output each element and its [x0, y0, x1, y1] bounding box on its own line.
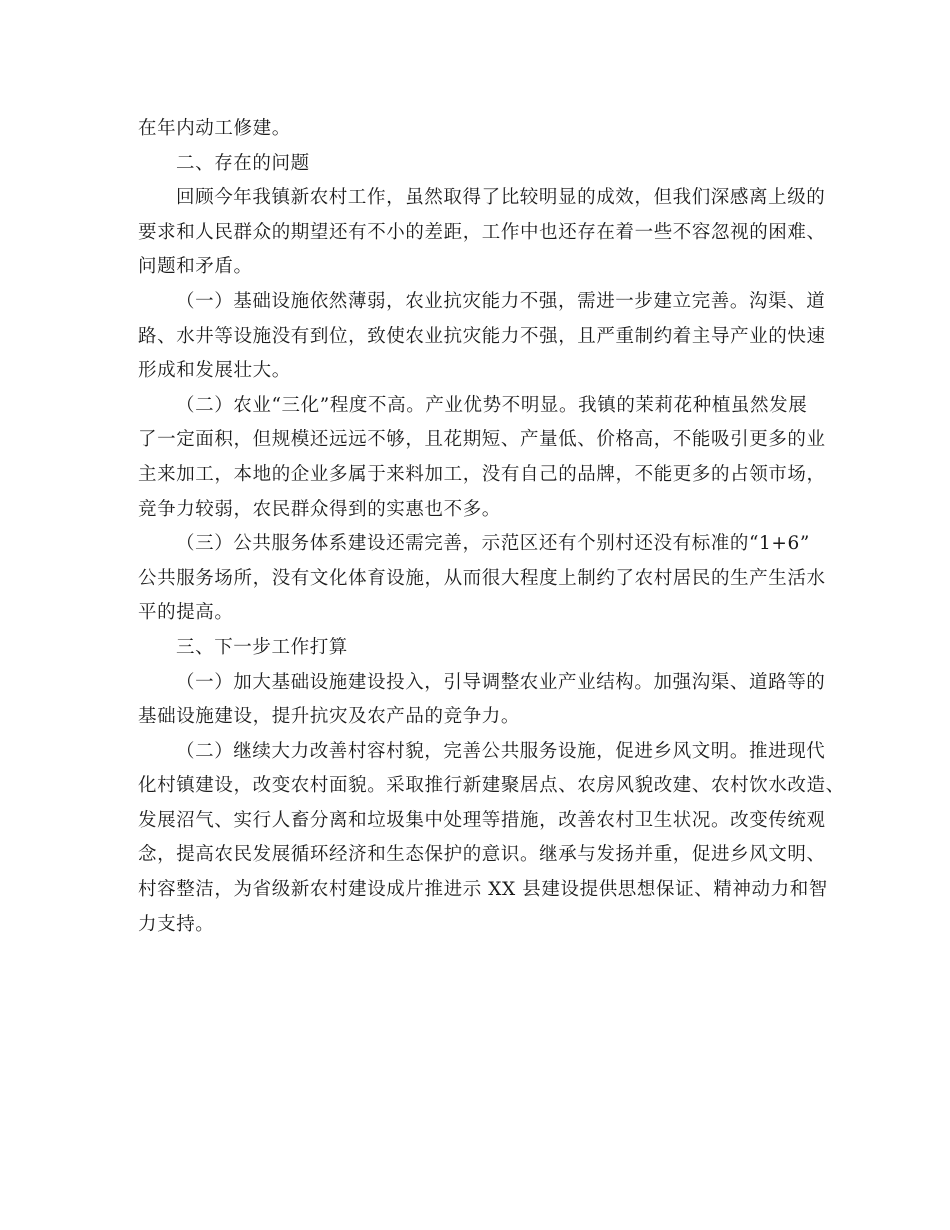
- text-line: 形成和发展壮大。: [138, 360, 291, 382]
- text-line: （一）基础设施依然薄弱，农业抗灾能力不强，需进一步建立完善。沟渠、道: [176, 290, 826, 312]
- text-line: （一）加大基础设施建设投入，引导调整农业产业结构。加强沟渠、道路等的: [176, 671, 826, 693]
- text-line: 化村镇建设，改变农村面貌。采取推行新建聚居点、农房风貌改建、农村饮水改造、: [138, 775, 845, 797]
- text-line: 村容整洁，为省级新农村建设成片推进示 XX 县建设提供思想保证、精神动力和智: [138, 879, 828, 901]
- text-line: 了一定面积，但规模还远远不够，且花期短、产量低、价格高，不能吸引更多的业: [138, 429, 826, 451]
- text-line: 二、存在的问题: [176, 152, 310, 174]
- text-line: 要求和人民群众的期望还有不小的差距，工作中也还存在着一些不容忽视的困难、: [138, 221, 826, 243]
- text-line: 三、下一步工作打算: [176, 636, 348, 658]
- text-line: 念，提高农民发展循环经济和生态保护的意识。继承与发扬并重，促进乡风文明、: [138, 844, 826, 866]
- text-line: 主来加工，本地的企业多属于来料加工，没有自己的品牌，不能更多的占领市场，: [138, 463, 826, 485]
- text-line: 平的提高。: [138, 602, 234, 624]
- text-line: （二）继续大力改善村容村貌，完善公共服务设施，促进乡风文明。推进现代: [176, 740, 826, 762]
- text-line: 公共服务场所，没有文化体育设施，从而很大程度上制约了农村居民的生产生活水: [138, 567, 826, 589]
- text-line: （三）公共服务体系建设还需完善，示范区还有个别村还没有标准的“1+6”: [176, 533, 810, 555]
- text-line: 回顾今年我镇新农村工作，虽然取得了比较明显的成效，但我们深感离上级的: [176, 187, 826, 209]
- text-line: 力支持。: [138, 913, 215, 935]
- text-line: 基础设施建设，提升抗灾及农产品的竞争力。: [138, 706, 521, 728]
- text-line: 在年内动工修建。: [138, 118, 291, 139]
- text-line: 发展沼气、实行人畜分离和垃圾集中处理等措施，改善农村卫生状况。改变传统观: [138, 809, 826, 831]
- text-line: 竞争力较弱，农民群众得到的实惠也不多。: [138, 498, 501, 520]
- text-line: （二）农业“三化”程度不高。产业优势不明显。我镇的茉莉花种植虽然发展: [176, 394, 808, 416]
- text-line: 路、水井等设施没有到位，致使农业抗灾能力不强，且严重制约着主导产业的快速: [138, 325, 826, 347]
- text-line: 问题和矛盾。: [138, 256, 253, 278]
- document-body: [138, 112, 845, 942]
